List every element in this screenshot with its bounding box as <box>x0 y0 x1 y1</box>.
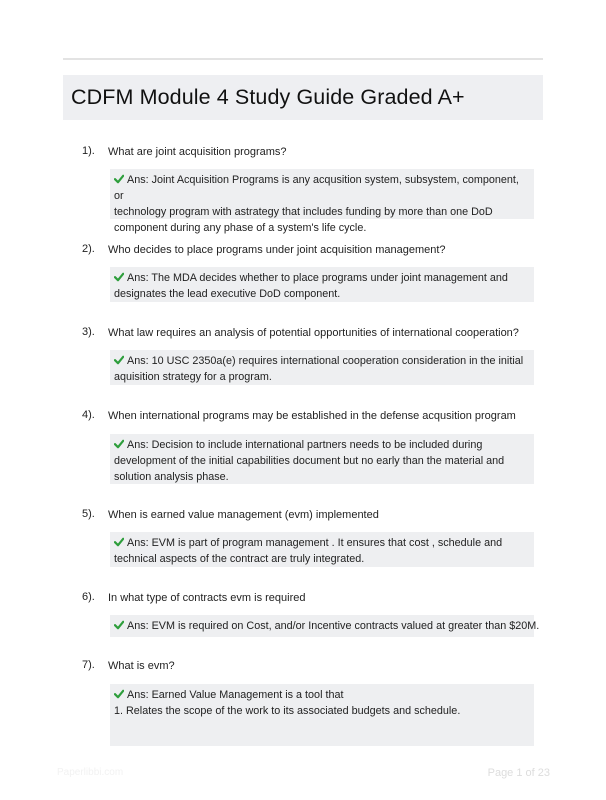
answer-box <box>110 350 534 385</box>
question-number: 2). <box>82 243 95 255</box>
answer-line: Ans: Earned Value Management is a tool that <box>114 687 530 703</box>
question-number: 3). <box>82 326 95 338</box>
top-divider <box>63 58 543 60</box>
answer-line: Ans: EVM is required on Cost, and/or Incentive contracts valued at greater than $20M. <box>114 618 530 634</box>
answer-box <box>110 434 534 484</box>
checkmark-icon <box>114 689 124 699</box>
answer-box <box>110 532 534 567</box>
answer-line: Ans: Decision to include international partners needs to be included during <box>114 437 530 453</box>
answer-box <box>110 169 534 234</box>
answer-box <box>110 267 534 302</box>
question-number: 5). <box>82 508 95 520</box>
question-number: 7). <box>82 659 95 671</box>
page-indicator: Page 1 of 23 <box>487 767 550 779</box>
question-text: When is earned value management (evm) implemented <box>108 509 379 521</box>
checkmark-icon <box>114 272 124 282</box>
checkmark-icon <box>114 439 124 449</box>
title-banner <box>63 75 543 120</box>
answer-line: Ans: EVM is part of program management . It ensures that cost , schedule and <box>114 535 530 551</box>
checkmark-icon <box>114 355 124 365</box>
checkmark-icon <box>114 620 124 630</box>
question-text: Who decides to place programs under joint acquisition management? <box>108 244 446 256</box>
footer-watermark: Paperlibbi.com <box>57 767 124 778</box>
answer-line: component during any phase of a system's life cycle. <box>114 222 367 234</box>
answer-line: technical aspects of the contract are truly integrated. <box>114 553 365 565</box>
answer-line: designates the lead executive DoD component. <box>114 288 341 300</box>
question-text: In what type of contracts evm is required <box>108 592 306 604</box>
answer-line: solution analysis phase. <box>114 471 229 483</box>
question-text: What is evm? <box>108 660 175 672</box>
question-number: 6). <box>82 591 95 603</box>
checkmark-icon <box>114 174 124 184</box>
answer-line: Ans: Joint Acquisition Programs is any acqusition system, subsystem, component, or <box>114 174 519 202</box>
answer-box <box>110 684 534 746</box>
answer-line: aquisition strategy for a program. <box>114 371 272 383</box>
question-text: When international programs may be established in the defense acqusition program <box>108 410 516 422</box>
answer-line: Ans: The MDA decides whether to place programs under joint management and <box>114 270 530 286</box>
answer-line: technology program with astrategy that includes funding by more than one DoD <box>114 206 493 218</box>
answer-line: Ans: 10 USC 2350a(e) requires international cooperation consideration in the initial <box>114 353 530 369</box>
question-text: What law requires an analysis of potential opportunities of international cooperation? <box>108 327 519 339</box>
question-number: 4). <box>82 409 95 421</box>
checkmark-icon <box>114 537 124 547</box>
question-number: 1). <box>82 145 95 157</box>
document-title: CDFM Module 4 Study Guide Graded A+ <box>71 85 465 109</box>
answer-line: 1. Relates the scope of the work to its associated budgets and schedule. <box>114 705 461 717</box>
answer-box <box>110 615 540 637</box>
question-text: What are joint acquisition programs? <box>108 146 287 158</box>
answer-line: development of the initial capabilities document but no early than the material and <box>114 455 505 467</box>
